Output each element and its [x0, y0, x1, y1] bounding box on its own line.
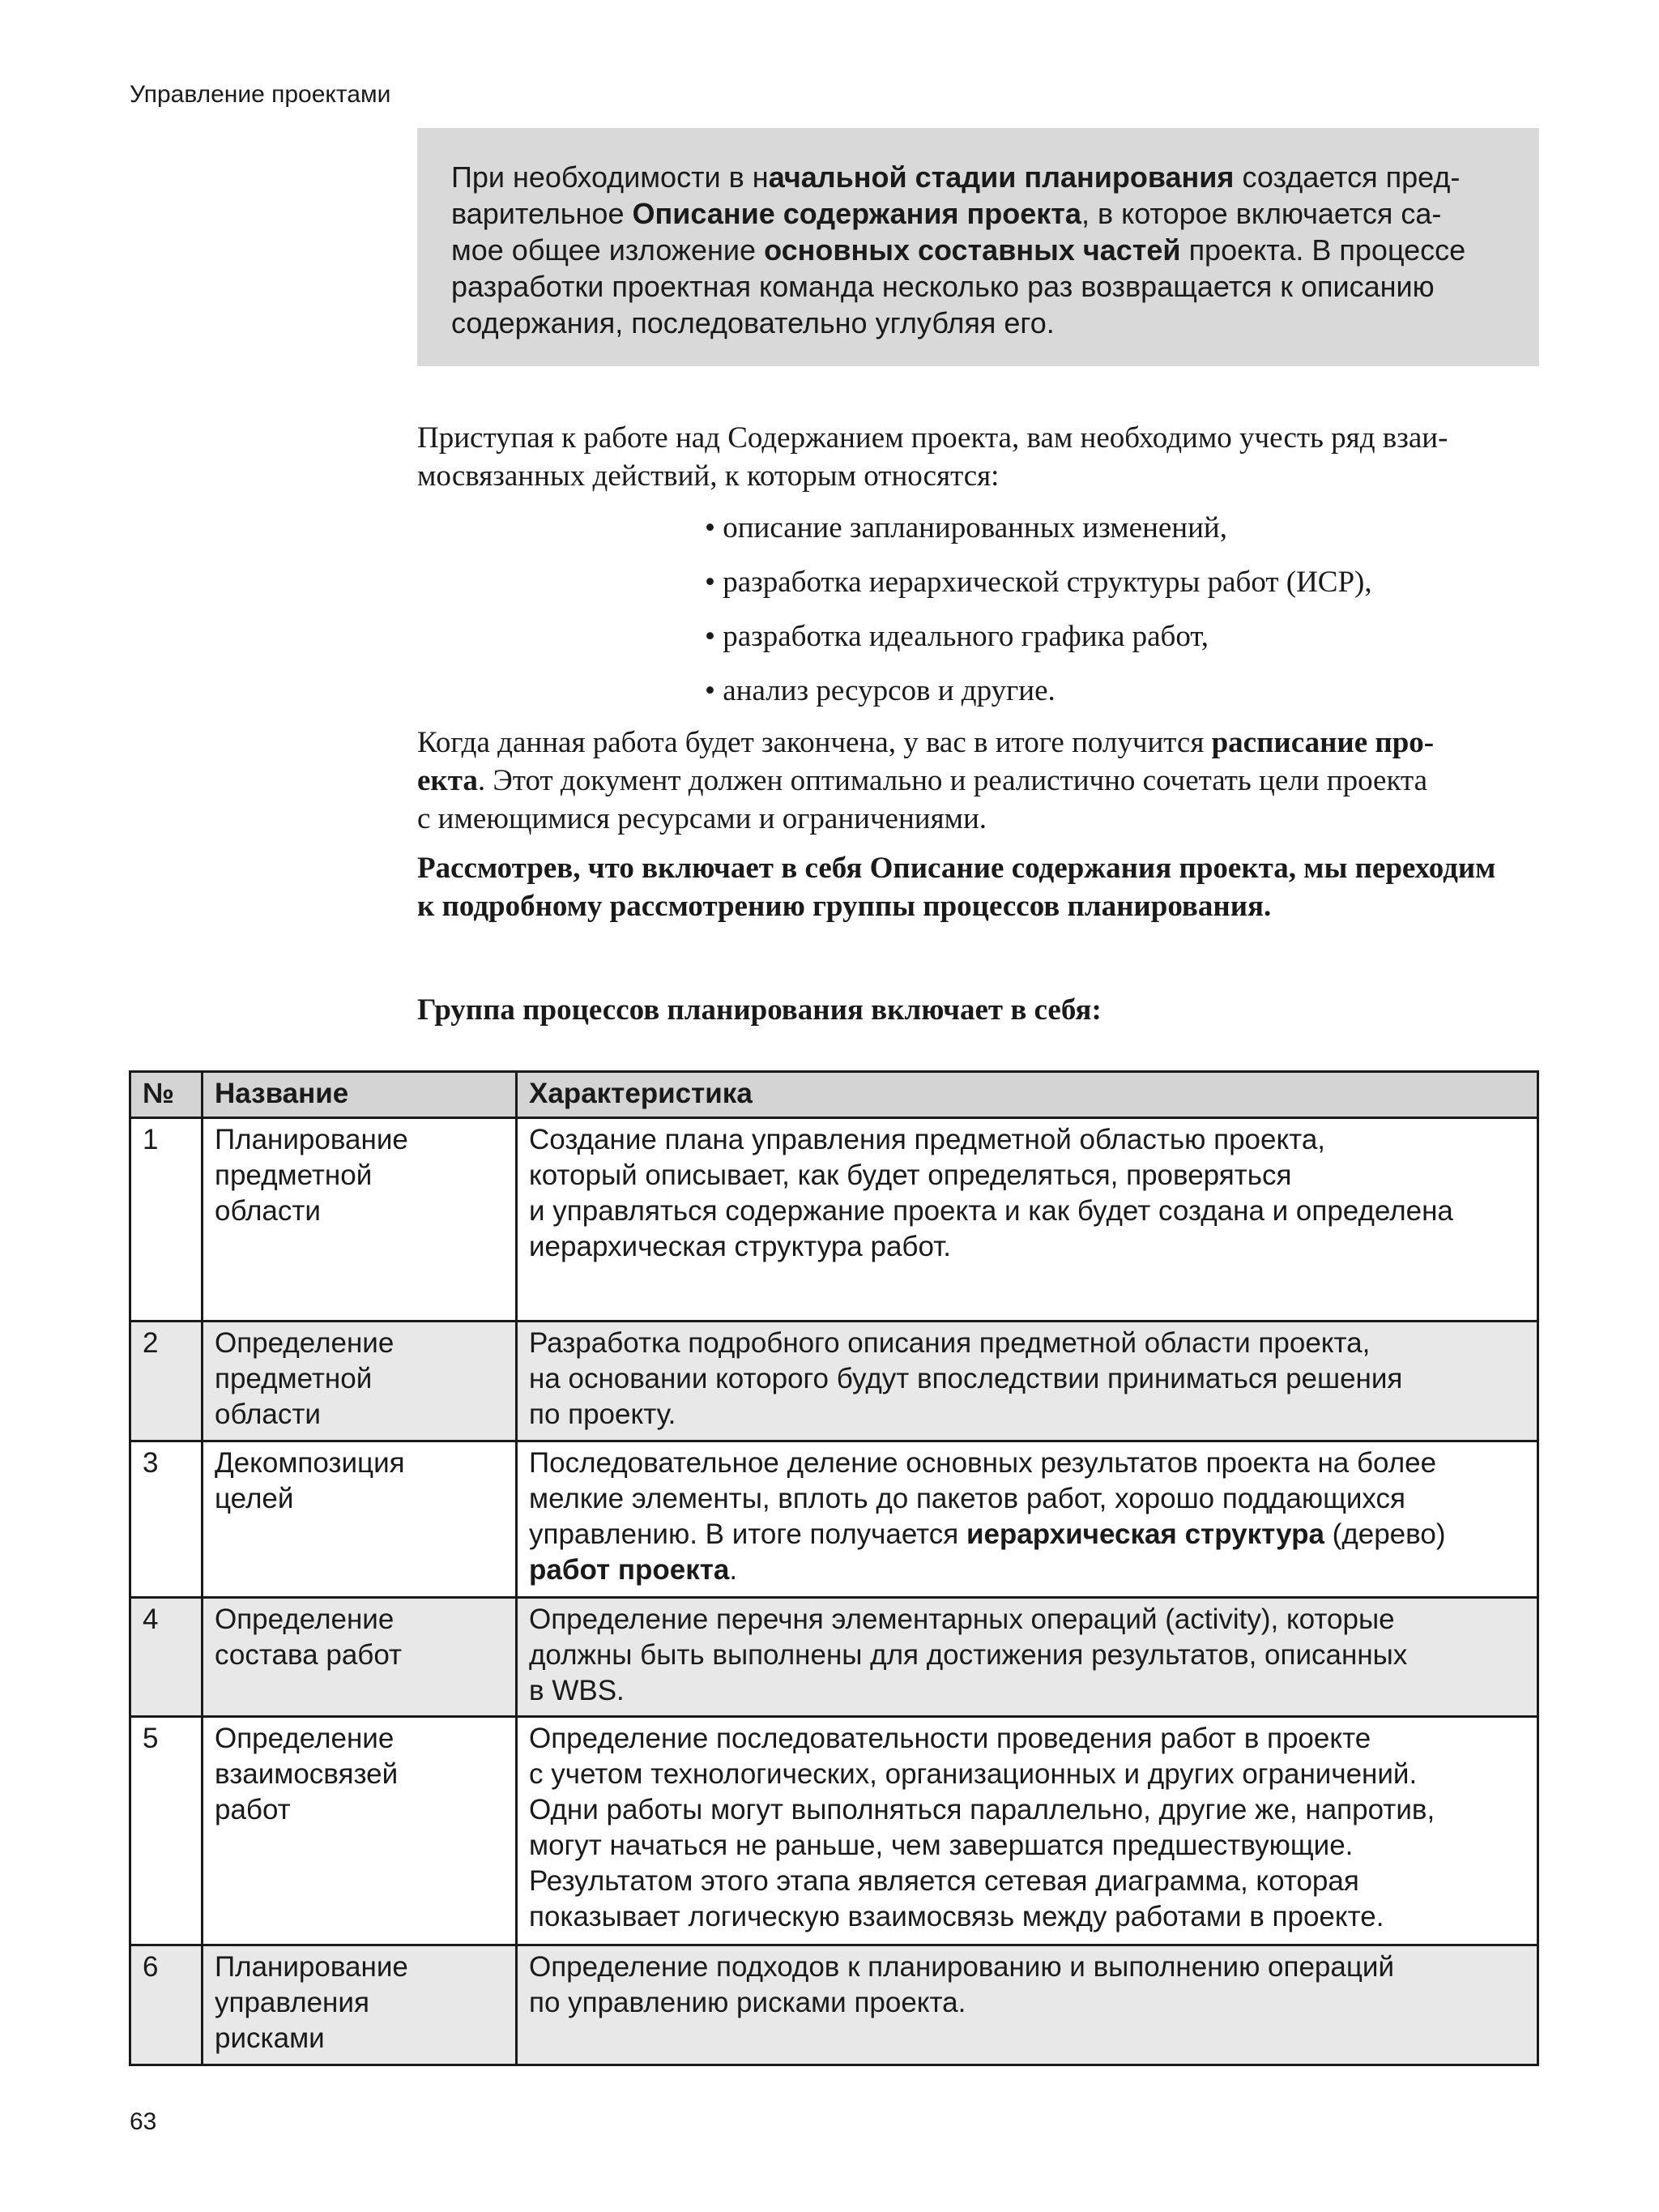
row-name: Определение взаимосвязей работ	[203, 1717, 517, 1945]
header-number: №	[130, 1072, 203, 1118]
row-number: 6	[130, 1945, 203, 2065]
text-segment: Приступая к работе над Содержанием проекта, вам необходимо учесть ряд взаи- мосвязанных действий, к которым относятся:	[417, 421, 1448, 493]
bold-text: иерархическая структура	[966, 1518, 1324, 1550]
table-row	[130, 1598, 1538, 1717]
schedule-paragraph	[417, 724, 1539, 838]
text-segment: , в которое включается са- мое общее изложение	[451, 197, 1442, 267]
page-number: 63	[130, 2108, 157, 2135]
bold-text: Описание содержания проекта	[632, 197, 1081, 230]
bold-text: ачальной стадии планирования	[768, 160, 1235, 194]
callout-box	[417, 128, 1539, 366]
row-number: 5	[130, 1717, 203, 1945]
row-name: Планирование управления рисками	[203, 1945, 517, 2065]
text-segment: . Этот документ должен оптимально и реалистично сочетать цели проекта с имеющимися ресурсами и ограничениями.	[417, 764, 1427, 835]
bold-text: Рассмотрев, что включает в себя Описание содержания проекта, мы переходим к подробному рассмотрению группы процессов планирования.	[417, 852, 1496, 923]
text-segment: Создание плана управления предметной областью проекта, который описывает, как будет определяться, проверяться и управляться содержание проекта и как будет создана и определена иерархическая структура работ.	[529, 1124, 1453, 1262]
bold-text: основных составных частей	[764, 233, 1181, 267]
table-title: Группа процессов планирования включает в себя:	[417, 993, 1102, 1027]
row-description	[517, 1598, 1538, 1717]
row-number: 3	[130, 1441, 203, 1598]
text-segment: Определение последовательности проведения работ в проекте с учетом технологических, организационных и других ограничений. Одни работы могут выполняться параллельно, другие же, напротив, могут начаться не раньше, чем завершатся предшествующие. Результатом этого этапа является сетевая диаграмма, которая показывает логическую взаимосвязь между работами в проекте.	[529, 1723, 1435, 1932]
row-number: 4	[130, 1598, 203, 1717]
table-row	[130, 1322, 1538, 1441]
row-description	[517, 1118, 1538, 1322]
text-segment: Последовательное деление основных результатов проекта на более мелкие элементы, вплоть до пакетов работ, хорошо поддающихся управлению. В итоге получается	[529, 1447, 1437, 1550]
row-name: Определение предметной области	[203, 1322, 517, 1441]
bold-text: расписание про- екта	[417, 726, 1435, 797]
transition-paragraph	[417, 849, 1539, 925]
text-segment: Разработка подробного описания предметной области проекта, на основании которого будут впоследствии приниматься решения по проекту.	[529, 1327, 1403, 1430]
row-name: Планирование предметной области	[203, 1118, 517, 1322]
text-segment: (дерево)	[1332, 1518, 1446, 1550]
header-description: Характеристика	[517, 1072, 1538, 1118]
text-segment: Определение перечня элементарных операций (activity), которые должны быть выполнены для достижения результатов, описанных в WBS.	[529, 1603, 1408, 1706]
text-segment: Когда данная работа будет закончена, у вас в итоге получится	[417, 726, 1212, 759]
table-row	[130, 1717, 1538, 1945]
table-row	[130, 1441, 1538, 1598]
list-item: • анализ ресурсов и другие.	[705, 672, 1372, 726]
table-header-row	[130, 1072, 1538, 1118]
actions-list	[705, 509, 1372, 726]
row-name: Декомпозиция целей	[203, 1441, 517, 1598]
row-name: Определение состава работ	[203, 1598, 517, 1717]
row-number: 1	[130, 1118, 203, 1322]
row-description	[517, 1717, 1538, 1945]
list-item: • разработка иерархической структуры работ (ИСР),	[705, 563, 1372, 617]
row-description	[517, 1322, 1538, 1441]
table-row	[130, 1945, 1538, 2065]
text-segment: создается пред- варительное	[451, 160, 1461, 230]
running-head: Управление проектами	[130, 81, 391, 108]
text-segment: При необходимости в н	[451, 160, 769, 194]
text-segment: .	[729, 1554, 738, 1586]
row-description	[517, 1945, 1538, 2065]
header-name: Название	[203, 1072, 517, 1118]
planning-processes-table	[129, 1070, 1539, 2066]
list-item: • описание запланированных изменений,	[705, 509, 1372, 563]
list-item: • разработка идеального графика работ,	[705, 617, 1372, 672]
bold-text: работ проекта	[529, 1554, 730, 1586]
row-number: 2	[130, 1322, 203, 1441]
text-segment: Определение подходов к планированию и выполнению операций по управлению рисками проекта.	[529, 1951, 1395, 2018]
row-description	[517, 1441, 1538, 1598]
intro-paragraph	[417, 419, 1539, 495]
table-row	[130, 1118, 1538, 1322]
text-segment: проекта. В процессе разработки проектная команда несколько раз возвращается к описанию содержания, последовательно углубляя его.	[451, 233, 1466, 339]
